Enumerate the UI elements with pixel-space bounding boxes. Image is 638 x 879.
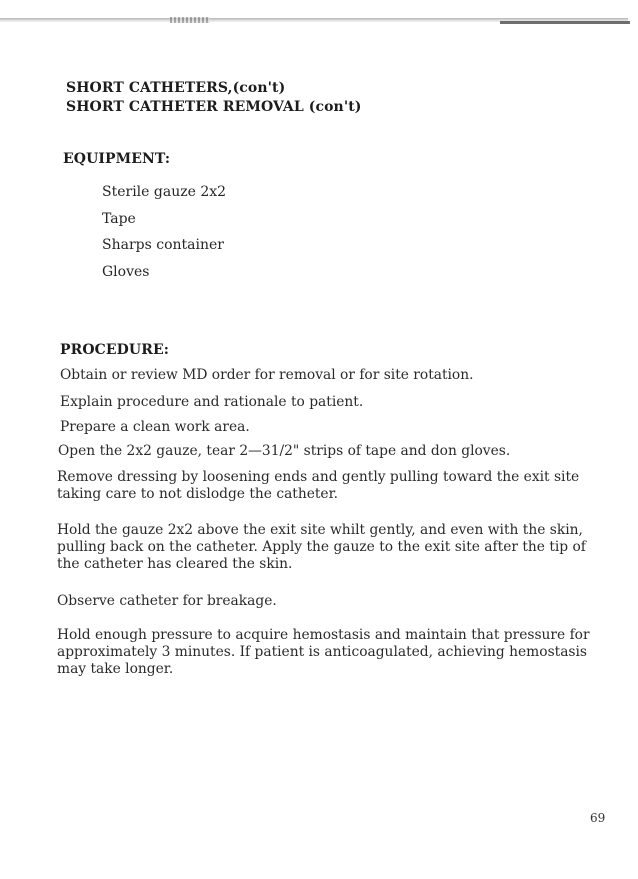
equipment-item: Sterile gauze 2x2	[102, 184, 227, 200]
procedure-step: Hold enough pressure to acquire hemostasis and maintain that pressure for approximately 3 minutes. If patient is anticoagulated, achieving hemostasis may take longer.	[57, 627, 590, 677]
procedure-step: Prepare a clean work area.	[60, 419, 250, 435]
equipment-item: Sharps container	[102, 237, 224, 253]
procedure-step: Open the 2x2 gauze, tear 2—31/2" strips of tape and don gloves.	[58, 443, 511, 459]
equipment-heading: EQUIPMENT:	[63, 151, 171, 167]
procedure-step: Remove dressing by loosening ends and gently pulling toward the exit site taking care to not dislodge the catheter.	[57, 469, 580, 502]
equipment-item: Tape	[102, 210, 136, 227]
page-number: 69	[590, 811, 606, 825]
scan-artifact	[170, 17, 210, 23]
equipment-item: Gloves	[102, 263, 150, 280]
procedure-step: Obtain or review MD order for removal or for site rotation.	[60, 367, 474, 383]
equipment-list	[102, 183, 226, 289]
procedure-step: Observe catheter for breakage.	[57, 593, 277, 609]
page-title: SHORT CATHETERS,(con't)	[66, 80, 286, 96]
procedure-step: Explain procedure and rationale to patient.	[60, 394, 364, 410]
page-subtitle: SHORT CATHETER REMOVAL (con't)	[66, 99, 362, 115]
procedure-step: Hold the gauze 2x2 above the exit site whilt gently, and even with the skin, pulling back on the catheter. Apply the gauze to the exit site after the tip of the catheter has cleared the skin.	[57, 522, 586, 572]
scan-top-edge-right	[500, 21, 630, 24]
procedure-heading: PROCEDURE:	[60, 342, 169, 358]
